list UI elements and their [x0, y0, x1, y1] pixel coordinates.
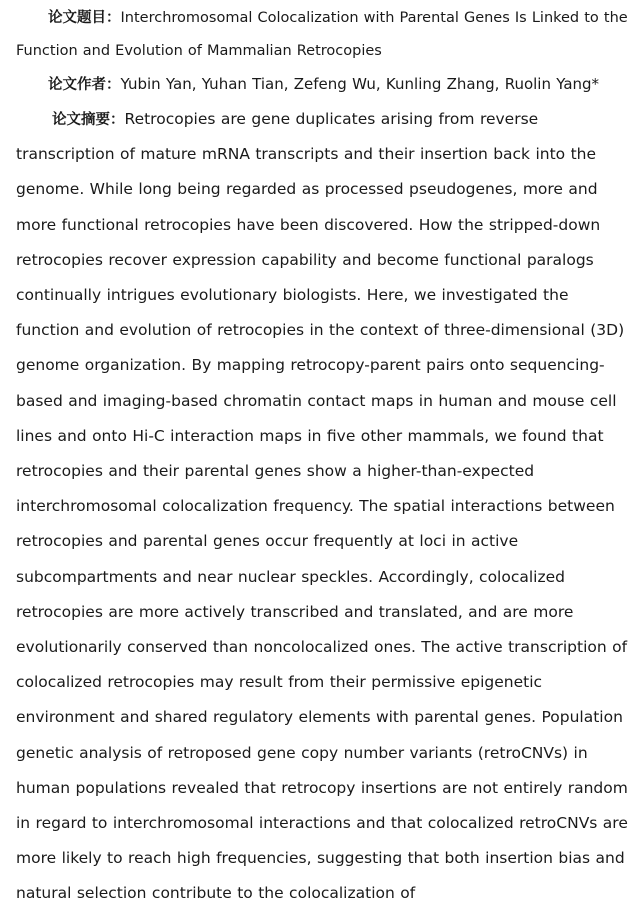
- authors-label: 论文作者：: [48, 76, 121, 93]
- author-list: Yubin Yan, Yuhan Tian, Zefeng Wu, Kunling Zhang, Ruolin Yang*: [120, 75, 600, 93]
- abstract-paragraph: [16, 102, 637, 912]
- title-label: 论文题目：: [48, 9, 121, 26]
- abstract-text: Retrocopies are gene duplicates arising from reverse transcription of mature mRNA transcripts and their insertion back into the genome. While long being regarded as processed pseudogenes, more and more functional retrocopies have been discovered. How the stripped-down retrocopies recover expression capability and become functional paralogs continually intrigues evolutionary biologists. Here, we investigated the function and evolution of retrocopies in the context of three-dimensional (3D) genome organization. By mapping retrocopy-parent pairs onto sequencing-based and imaging-based chromatin contact maps in human and mouse cell lines and onto Hi-C interaction maps in five other mammals, we found that retrocopies and their parental genes show a higher-than-expected interchromosomal colocalization frequency. The spatial interactions between retrocopies and parental genes occur frequently at loci in active subcompartments and near nuclear speckles. Accordingly, colocalized retrocopies are more actively transcribed and translated, and are more evolutionarily conserved than noncolocalized ones. The active transcription of colocalized retrocopies may result from their permissive epigenetic environment and shared regulatory elements with parental genes. Population genetic analysis of retroposed gene copy number variants (retroCNVs) in human populations revealed that retrocopy insertions are not entirely random in regard to interchromosomal interactions and that colocalized retroCNVs are more likely to reach high frequencies, suggesting that both insertion bias and natural selection contribute to the colocalization of: [16, 110, 628, 903]
- paper-title-paragraph: [16, 1, 637, 68]
- paper-title: Interchromosomal Colocalization with Parental Genes Is Linked to the Function and Evolution of Mammalian Retrocopies: [16, 10, 628, 59]
- abstract-label: 论文摘要：: [52, 111, 125, 128]
- authors-paragraph: [16, 67, 637, 102]
